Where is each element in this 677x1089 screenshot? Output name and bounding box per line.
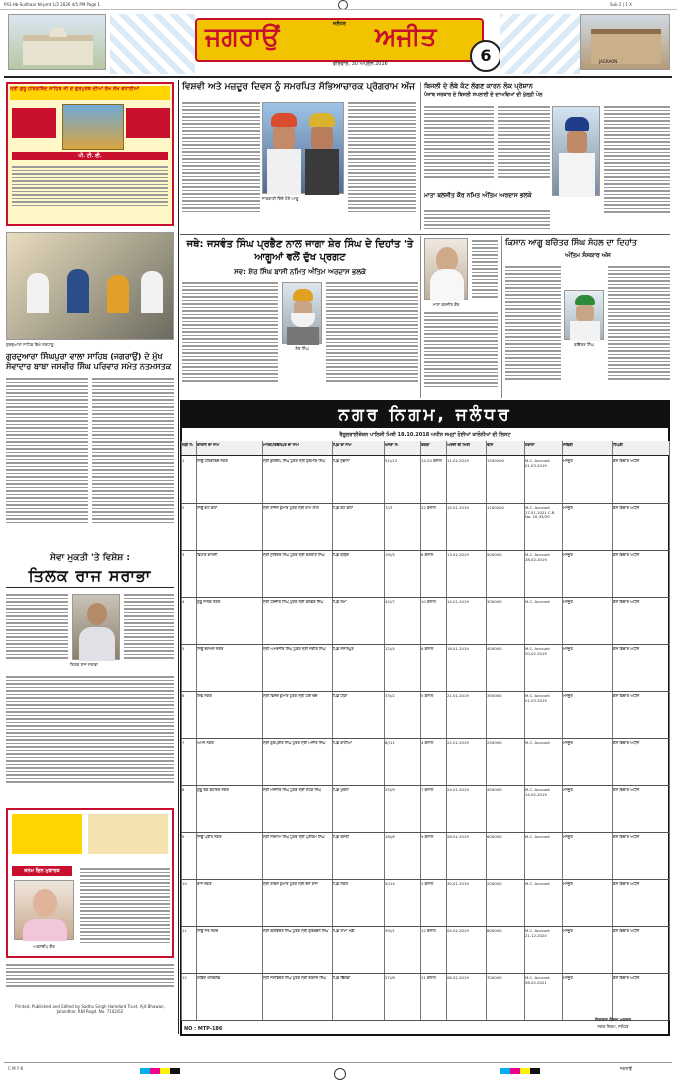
table-cell: M.C. Account xyxy=(525,600,550,604)
table-cell: ਮਨਜ਼ੂਰ xyxy=(563,600,573,604)
table-cell: 3 xyxy=(182,553,185,557)
obituary-col3 xyxy=(326,280,418,398)
notice-header: ਨਗਰ ਨਿਗਮ, ਜਲੰਧਰ xyxy=(182,402,668,428)
story1-photo xyxy=(262,102,344,194)
gurdwara-photo-caption: ਗੁਰਦੁਆਰਾ ਸਾਹਿਬ ਵਿਖੇ ਸ਼ਰਧਾਲੂ xyxy=(6,342,54,347)
farmer-subhead: ਅੰਤਿਮ ਸੰਸਕਾਰ ਅੱਜ xyxy=(565,252,611,259)
table-cell: 8//11 xyxy=(385,741,395,745)
bottom-strip-right: ਜਗਰਾਉਂ xyxy=(620,1066,632,1071)
table-cell: ਪਿੰਡ ਕਾਲੀਆ xyxy=(333,741,352,745)
table-cell: 10 ਕਨਾਲ xyxy=(421,600,436,604)
golden-temple-image xyxy=(62,104,124,150)
tilak-raj-photo xyxy=(72,594,120,660)
gurdwara-photo xyxy=(6,232,174,340)
table-cell: ਸ੍ਰੀ ਸਤਨਾਮ ਸਿੰਘ ਪੁੱਤਰ ਸ੍ਰੀ ਪ੍ਰੀਤਮ ਸਿੰਘ xyxy=(263,835,325,839)
table-cell: 450000 xyxy=(487,788,502,792)
table-cell: M.C. Account 06.02.2021 xyxy=(525,976,550,985)
table-cell: 8 ਕਨਾਲ xyxy=(421,553,434,557)
table-cell: ਮਨਜ਼ੂਰ xyxy=(563,553,573,557)
table-cell: 12 ਕਨਾਲ xyxy=(421,929,436,933)
masthead-place: ਜਲੰਧਰ xyxy=(333,21,346,27)
table-cell: 12//4 xyxy=(385,647,395,651)
table-cell: M.C. Account xyxy=(525,741,550,745)
table-header-cell: ਟਿੱਪਣੀ xyxy=(613,443,623,447)
registration-mark-bottom-icon xyxy=(334,1068,346,1080)
special-kicker: ਸੇਵਾ ਮੁਕਤੀ 'ਤੇ ਵਿਸ਼ੇਸ਼ : xyxy=(50,553,130,563)
table-cell: 250000 xyxy=(487,741,502,745)
table-cell: 24.01.2019 xyxy=(447,788,469,792)
signature-line1: ਨਿਗਰਾਨ ਯੋਜਨਾ ਅਫ਼ਸਰ xyxy=(595,1017,631,1022)
table-header-cell: ਫੀਸ xyxy=(487,443,494,447)
table-cell: ਸ੍ਰੀ ਹਰਜੀਤ ਸਿੰਘ ਪੁੱਤਰ ਸ੍ਰੀ ਬਲਵੰਤ ਸਿੰਘ xyxy=(263,600,324,604)
top-strip-left: P43 Hb-Sudhaar Ni-pmt 1/2 2026 4/5 PM Page 1 xyxy=(4,2,101,7)
table-cell: 28.01.2019 xyxy=(447,835,469,839)
masthead-date: ਵੀਰਵਾਰ, 30 ਅਪ੍ਰੈਲ 2026 xyxy=(333,61,388,67)
table-header-cell: ਰਕਬਾ xyxy=(421,443,430,447)
masthead-pattern-left xyxy=(110,14,195,74)
table-cell: ਨਿਊ ਦਸਮੇਸ਼ ਨਗਰ xyxy=(197,647,224,651)
table-cell: 800000 xyxy=(487,929,502,933)
table-cell: 350000 xyxy=(487,694,502,698)
table-header-cell: ਹਵਾਲਾ xyxy=(525,443,535,447)
table-cell: ਪਿੰਡ ਸੰਸਾਰਪੁਰ xyxy=(333,647,354,651)
table-cell: 1500000 xyxy=(487,459,504,463)
special-story-left xyxy=(6,592,68,670)
table-header-cell: ਖਸਰਾ ਨੰ: xyxy=(385,443,399,447)
table-cell: M.C. Account xyxy=(525,835,550,839)
special-story-right xyxy=(124,592,174,670)
masthead-right-photo xyxy=(580,14,670,70)
table-cell: 9 ਕਨਾਲ xyxy=(421,835,434,839)
table-cell: ਸ੍ਰੀ ਬਲਵਿੰਦਰ ਸਿੰਘ ਪੁੱਤਰ ਸ੍ਰੀ ਗੁਰਬਚਨ ਸਿੰਘ xyxy=(263,929,329,933)
obituary-caption: ਸ਼ੇਰ ਸਿੰਘ xyxy=(295,346,309,351)
table-cell: M.C. Account xyxy=(525,882,550,886)
table-cell: 39//1 xyxy=(385,929,395,933)
obituary-headline: ਜਥੇ: ਜਸਵੰਤ ਸਿੰਘ ਪ੍ਰਭੈਣ ਨਾਲ ਜਾਗਾ ਸ਼ੇਰ ਸਿੰਘ ਦੇ ਦਿਹਾਂਤ 'ਤੇ ਆਗੂਆਂ ਵਲੋਂ ਦੁੱਖ ਪ੍ਰਗਟ xyxy=(186,239,414,263)
masthead-right-caption: JAGRAON xyxy=(599,59,618,64)
table-cell: 42//7 xyxy=(385,600,395,604)
table-cell: ਸ੍ਰੀ ਵਿਨੋਦ ਕੁਮਾਰ ਪੁੱਤਰ ਸ੍ਰੀ ਹਰੀ ਚੰਦ xyxy=(263,694,318,698)
mother-photo xyxy=(424,238,468,300)
table-cell: 700000 xyxy=(487,976,502,980)
imprint-lines xyxy=(6,962,174,1002)
table-cell: 5//14 xyxy=(385,882,395,886)
table-cell: M.C. Account 28.02.2019 xyxy=(525,553,550,562)
birthday-photo xyxy=(14,880,74,940)
gurpurab-ad xyxy=(6,82,174,226)
table-cell: ਸ੍ਰੀ ਜਸਵਿੰਦਰ ਸਿੰਘ ਪੁੱਤਰ ਸ੍ਰੀ ਦਰਸ਼ਨ ਸਿੰਘ xyxy=(263,976,326,980)
table-cell: ਸ੍ਰੀ ਰਾਜੇਸ਼ ਕੁਮਾਰ ਪੁੱਤਰ ਸ੍ਰੀ ਰਾਮ ਲਾਲ xyxy=(263,506,319,510)
table-cell: 27//8 xyxy=(385,976,395,980)
table-cell: 04.02.2019 xyxy=(447,929,469,933)
table-cell: ਸ਼ਿਵ ਨਗਰ xyxy=(197,694,212,698)
birthday-ad-yellow xyxy=(12,814,82,854)
table-cell: ਵਿਹਾਰ ਕਾਲੋਨੀ xyxy=(197,553,218,557)
table-cell: 22 ਕਨਾਲ xyxy=(421,506,436,510)
story2-photo xyxy=(552,106,600,196)
gurdwara-story-col1 xyxy=(6,376,88,544)
table-cell: 9 xyxy=(182,835,185,839)
story2-col1 xyxy=(424,104,494,188)
table-cell: 6 xyxy=(182,694,185,698)
table-cell: 18.01.2019 xyxy=(447,647,469,651)
table-cell: M.C. Account 14.02.2019 xyxy=(525,788,550,797)
table-cell: ਸ੍ਰੀ ਕੁਲਦੀਪ ਸਿੰਘ ਪੁੱਤਰ ਸ੍ਰੀ ਗੁਰਮੀਤ ਸਿੰਘ xyxy=(263,459,326,463)
farmer-col3 xyxy=(608,264,670,398)
table-cell: 51//12 xyxy=(385,459,398,463)
turban-right xyxy=(309,113,335,127)
bottom-strip-left: C M Y K xyxy=(8,1066,24,1071)
farmer-headline: ਕਿਸਾਨ ਆਗੂ ਬਚਿੱਤਰ ਸਿੰਘ ਸੋਹਲ ਦਾ ਦਿਹਾਂਤ xyxy=(505,238,637,247)
mother-headline: ਮਾਤਾ ਬਲਜੀਤ ਕੌਰ ਨਮਿਤ ਅੰਤਿਮ ਅਰਦਾਸ ਭਲਕੇ xyxy=(424,192,532,199)
table-cell: ਕੇਸ ਵਿਚਾਰ ਅਧੀਨ xyxy=(613,835,640,839)
obituary-subhead: ਸਵ: ਸ਼ੇਰ ਸਿੰਘ ਬਾਸੀ ਨਮਿਤ ਅੰਤਿਮ ਅਰਦਾਸ ਭਲਕੇ xyxy=(234,268,366,276)
mother-story-top xyxy=(424,208,550,232)
special-name: ਤਿਲਕ ਰਾਜ ਸਰਾਭਾ xyxy=(28,566,152,585)
gurdwara-story-col2 xyxy=(92,376,174,544)
table-cell: 16//6 xyxy=(385,835,395,839)
table-cell: 14.20 ਕਨਾਲ xyxy=(421,459,442,463)
table-cell: ਸ੍ਰੀ ਸੁਰਿੰਦਰ ਸਿੰਘ ਪੁੱਤਰ ਸ੍ਰੀ ਕਰਤਾਰ ਸਿੰਘ xyxy=(263,553,325,557)
table-cell: ਕੇਸ ਵਿਚਾਰ ਅਧੀਨ xyxy=(613,741,640,745)
table-cell: 22.01.2019 xyxy=(447,741,469,745)
table-cell: 21.01.2019 xyxy=(447,694,469,698)
tilak-raj-caption: ਤਿਲਕ ਰਾਜ ਸਰਾਭਾ xyxy=(70,662,98,667)
table-cell: 2 xyxy=(182,506,185,510)
table-cell: ਮਨਜ਼ੂਰ xyxy=(563,976,573,980)
table-cell: 13.02.2019 xyxy=(447,553,469,557)
table-cell: ਗੁਰੂ ਤੇਗ ਬਹਾਦਰ ਨਗਰ xyxy=(197,788,229,792)
table-cell: ਕੇਸ ਵਿਚਾਰ ਅਧੀਨ xyxy=(613,788,640,792)
table-cell: ਨਿਊ ਪ੍ਰੀਤ ਨਗਰ xyxy=(197,835,222,839)
story1-col3 xyxy=(348,100,416,230)
table-cell: 7 xyxy=(182,741,185,745)
masthead-left-photo xyxy=(8,14,106,70)
table-cell: ਕੇਸ ਵਿਚਾਰ ਅਧੀਨ xyxy=(613,694,640,698)
farmer-col1 xyxy=(505,264,561,398)
table-column-rule xyxy=(669,441,670,1020)
notice-subtitle: ਰੈਗੂਲਰਾਈਜ਼ੇਸ਼ਨ ਪਾਲਿਸੀ ਮਿਤੀ 18.10.2018 ਅਧੀਨ ਜਮ੍ਹਾਂ ਹੋਈਆਂ ਕਾਲੋਨੀਆਂ ਦੀ ਲਿਸਟ xyxy=(339,432,511,438)
table-cell: 14.01.2019 xyxy=(447,600,469,604)
turban-left xyxy=(271,113,297,127)
page-number: 6 xyxy=(470,40,502,72)
table-cell: ਨਿਊ ਕੋਟ ਕਲਾਂ xyxy=(197,506,218,510)
table-cell: 12 xyxy=(182,976,187,980)
table-cell: 1 xyxy=(182,459,185,463)
table-cell: ਕੇਸ ਵਿਚਾਰ ਅਧੀਨ xyxy=(613,459,640,463)
ad-logo-right xyxy=(126,108,170,138)
story1-headline: ਵਿਸ਼ਵੀ ਅਤੇ ਮਜ਼ਦੂਰ ਦਿਵਸ ਨੂੰ ਸਮਰਪਿਤ ਸੱਭਿਆਚਾਰਕ ਪ੍ਰੋਗਰਾਮ ਅੱਜ xyxy=(182,82,415,92)
table-cell: 30.01.2019 xyxy=(447,882,469,886)
table-cell: M.C. Account 01.03.2019 xyxy=(525,694,550,703)
table-cell: 3 ਕਨਾਲ xyxy=(421,882,434,886)
table-cell: ਅਮਨ ਨਗਰ xyxy=(197,741,214,745)
special-story-body xyxy=(6,674,174,800)
masthead-title-right: ਅਜੀਤ xyxy=(375,22,437,51)
table-header-cell: ਸਥਿਤੀ xyxy=(563,443,573,447)
table-cell: 19//5 xyxy=(385,553,395,557)
table-cell: 11.02.2019 xyxy=(447,459,469,463)
table-cell: ਪਿੰਡ ਢਿੱਲਵਾਂ xyxy=(333,976,351,980)
table-cell: ਮਨਜ਼ੂਰ xyxy=(563,647,573,651)
table-cell: 33//2 xyxy=(385,694,395,698)
table-cell: 300000 xyxy=(487,600,502,604)
table-cell: ਸ੍ਰੀ ਰਾਕੇਸ਼ ਕੁਮਾਰ ਪੁੱਤਰ ਸ੍ਰੀ ਦੇਸ ਰਾਜ xyxy=(263,882,318,886)
table-cell: ਮਨਜ਼ੂਰ xyxy=(563,506,573,510)
table-cell: ਕੇਸ ਵਿਚਾਰ ਅਧੀਨ xyxy=(613,882,640,886)
table-cell: ਪਿੰਡ ਧੀਣਾ xyxy=(333,694,348,698)
table-cell: 11 ਕਨਾਲ xyxy=(421,976,436,980)
imprint-text: Printed, Published and Edited by Sadhu Singh Hamdard Trust, Ajit Bhawan, Jalandhar. RNI Regd. No. 7102/62 xyxy=(15,1004,165,1014)
table-cell: 06.02.2019 xyxy=(447,976,469,980)
table-cell: ਪਿੰਡ ਬਸਤੀ xyxy=(333,835,349,839)
color-bar-right xyxy=(500,1068,540,1074)
table-cell: 15.01.2019 xyxy=(447,506,469,510)
mother-story-side xyxy=(472,238,498,308)
signature-line2: ਨਗਰ ਨਿਗਮ, ਜਲੰਧਰ xyxy=(597,1024,629,1029)
ad-logo xyxy=(12,108,56,138)
top-strip-right: Sub 2 | 1 X xyxy=(610,2,632,7)
table-cell: M.C. Account 20.02.2019 xyxy=(525,647,550,656)
story2-col3 xyxy=(604,104,670,230)
table-cell: 5 xyxy=(182,647,185,651)
table-cell: ਸ੍ਰੀ ਅਮਰਜੀਤ ਸਿੰਘ ਪੁੱਤਰ ਸ੍ਰੀ ਜਗੀਰ ਸਿੰਘ xyxy=(263,647,326,651)
table-cell: 8 xyxy=(182,788,185,792)
table-cell: ਕੇਸ ਵਿਚਾਰ ਅਧੀਨ xyxy=(613,976,640,980)
table-cell: ਨਿਊ ਸੰਤ ਨਗਰ xyxy=(197,929,219,933)
table-cell: ਪਿੰਡ ਨੰਗਲ xyxy=(333,882,348,886)
table-header-cell: ਅਰਜ਼ੀ ਦੀ ਮਿਤੀ xyxy=(447,443,470,447)
table-cell: ਪਿੰਡ ਲੰਮਾ xyxy=(333,600,347,604)
table-cell: ਮਨਜ਼ੂਰ xyxy=(563,741,573,745)
birthday-ad-banner xyxy=(88,814,168,854)
table-cell: ਸ੍ਰੀ ਗੁਰਪ੍ਰੀਤ ਸਿੰਘ ਪੁੱਤਰ ਸ੍ਰੀ ਅਜੀਤ ਸਿੰਘ xyxy=(263,741,326,745)
table-cell: ਕੇਸ ਵਿਚਾਰ ਅਧੀਨ xyxy=(613,553,640,557)
masthead-pattern-right xyxy=(500,14,580,74)
table-cell: ਮਨਜ਼ੂਰ xyxy=(563,929,573,933)
ad-title: ਸ੍ਰੀ ਗੁਰੂ ਹਰਿਗੋਬਿੰਦ ਸਾਹਿਬ ਜੀ ਦੇ ਗੁਰਪੁਰਬ ਦੀਆਂ ਲੱਖ ਲੱਖ ਵਧਾਈਆਂ xyxy=(10,86,170,100)
table-cell: 400000 xyxy=(487,647,502,651)
table-cell: 5 ਕਨਾਲ xyxy=(421,694,434,698)
table-cell: 4 ਕਨਾਲ xyxy=(421,741,434,745)
table-header-cell: ਪਿੰਡ ਦਾ ਨਾਮ xyxy=(333,443,352,447)
gurdwara-headline: ਗੁਰਦੁਆਰਾ ਸਿੰਘਪੁਰਾ ਵਾਲਾ ਸਾਹਿਬ (ਜਗਰਾਉਂ) ਦੇ ਮੁੱਖ ਸੇਵਾਦਾਰ ਬਾਬਾ ਜਸਵੀਰ ਸਿੰਘ ਪਰਿਵਾਰ ਸਮੇਤ ਨਤਮਸਤਕ xyxy=(6,352,172,371)
story2-col2 xyxy=(498,104,550,188)
birthday-ad xyxy=(6,808,174,958)
table-cell: M.C. Account 21.12.2020 xyxy=(525,929,550,938)
story2-subhead: ਪੰਜਾਬ ਸਰਕਾਰ ਦੇ ਬਿਜਲੀ ਸਪਲਾਈ ਦੇ ਦਾਅਵਿਆਂ ਦੀ ਖੁੱਲ੍ਹੀ ਪੋਲ xyxy=(424,92,543,98)
table-cell: ਕੇਸ ਵਿਚਾਰ ਅਧੀਨ xyxy=(613,600,640,604)
ad-badge: ਪੀ. ਟੀ. ਈ. xyxy=(12,152,168,160)
table-cell: ਗੋਬਿੰਦ ਐਨਕਲੇਵ xyxy=(197,976,221,980)
table-cell: 200000 xyxy=(487,882,502,886)
birthday-title: ਜਨਮ ਦਿਨ ਮੁਬਾਰਕ xyxy=(12,866,72,876)
table-cell: ਮਨਜ਼ੂਰ xyxy=(563,459,573,463)
color-bar xyxy=(140,1068,180,1074)
table-cell: ਪਿੰਡ ਰਾਮਾ ਮੰਡੀ xyxy=(333,929,355,933)
table-cell: ਕੇਸ ਵਿਚਾਰ ਅਧੀਨ xyxy=(613,647,640,651)
table-cell: ਸ੍ਰੀ ਮਨਜੀਤ ਸਿੰਘ ਪੁੱਤਰ ਸ੍ਰੀ ਸੋਹਣ ਸਿੰਘ xyxy=(263,788,321,792)
table-cell: 1200000 xyxy=(487,506,504,510)
table-cell: ਪਿੰਡ ਸੁਭਾਨਾ xyxy=(333,459,350,463)
table-cell: ਮਨਜ਼ੂਰ xyxy=(563,882,573,886)
table-cell: ਪਿੰਡ ਬੜਿੰਗ xyxy=(333,553,350,557)
table-cell: ਮਨਜ਼ੂਰ xyxy=(563,694,573,698)
table-cell: ਕੇਸ ਵਿਚਾਰ ਅਧੀਨ xyxy=(613,506,640,510)
farmer-photo xyxy=(564,290,604,340)
table-cell: ਮਨਜ਼ੂਰ xyxy=(563,788,573,792)
table-cell: 4 xyxy=(182,600,185,604)
table-cell: 25//9 xyxy=(385,788,395,792)
table-cell: ਨਿਊ ਹਰਿਗੋਬਿੰਦ ਨਗਰ xyxy=(197,459,228,463)
table-header-cell: ਮਾਲਕ/ਡਿਵੈਲਪਰ ਦਾ ਨਾਮ xyxy=(263,443,299,447)
story2-headline: ਬਿਜਲੀ ਦੇ ਲੰਬੇ ਕੱਟ ਲੱਗਣ ਕਾਰਨ ਲੋਕ ਪ੍ਰੇਸ਼ਾਨ xyxy=(424,82,533,90)
table-cell: M.C. Account 27.01.2021 C.R. No. 20-35/25 xyxy=(525,506,556,519)
table-cell: 10 xyxy=(182,882,187,886)
table-cell: ਪਿੰਡ ਖੁਰਲਾ xyxy=(333,788,349,792)
obituary-photo xyxy=(282,282,322,344)
table-cell: 6 ਕਨਾਲ xyxy=(421,647,434,651)
table-cell: ਮਨਜ਼ੂਰ xyxy=(563,835,573,839)
mother-caption: ਮਾਤਾ ਬਲਜੀਤ ਕੌਰ xyxy=(432,302,460,307)
table-cell: 7 ਕਨਾਲ xyxy=(421,788,434,792)
table-header-cell: ਲੜੀ ਨੰ: xyxy=(182,443,194,447)
table-cell: 7//3 xyxy=(385,506,393,510)
table-cell: ਕੇਸ ਵਿਚਾਰ ਅਧੀਨ xyxy=(613,929,640,933)
farmer-caption: ਬਚਿੱਤਰ ਸਿੰਘ xyxy=(574,342,594,347)
table-header-cell: ਕਾਲੋਨੀ ਦਾ ਨਾਮ xyxy=(197,443,219,447)
obituary-col1 xyxy=(182,280,278,398)
table-cell: 11 xyxy=(182,929,187,933)
story1-col1 xyxy=(182,100,260,230)
table-cell: ਗੁਰੂ ਨਾਨਕ ਨਗਰ xyxy=(197,600,221,604)
table-cell: M.C. Account 01.03.2019 xyxy=(525,459,550,468)
masthead-title-left: ਜਗਰਾਉਂ xyxy=(205,22,280,51)
birthday-caption: ਅਰਸ਼ਦੀਪ ਕੌਰ xyxy=(33,944,55,949)
table-cell: ਪਿੰਡ ਕੋਟ ਕਲਾਂ xyxy=(333,506,353,510)
table-cell: 500000 xyxy=(487,553,502,557)
notice-footer-no: NO : MTP-186 xyxy=(184,1026,223,1032)
table-cell: ਰਾਜ ਨਗਰ xyxy=(197,882,212,886)
table-cell: 600000 xyxy=(487,835,502,839)
mother-story-body xyxy=(424,310,498,398)
story1-caption: ਜਾਣਕਾਰੀ ਦਿੰਦੇ ਹੋਏ ਆਗੂ xyxy=(262,196,299,201)
